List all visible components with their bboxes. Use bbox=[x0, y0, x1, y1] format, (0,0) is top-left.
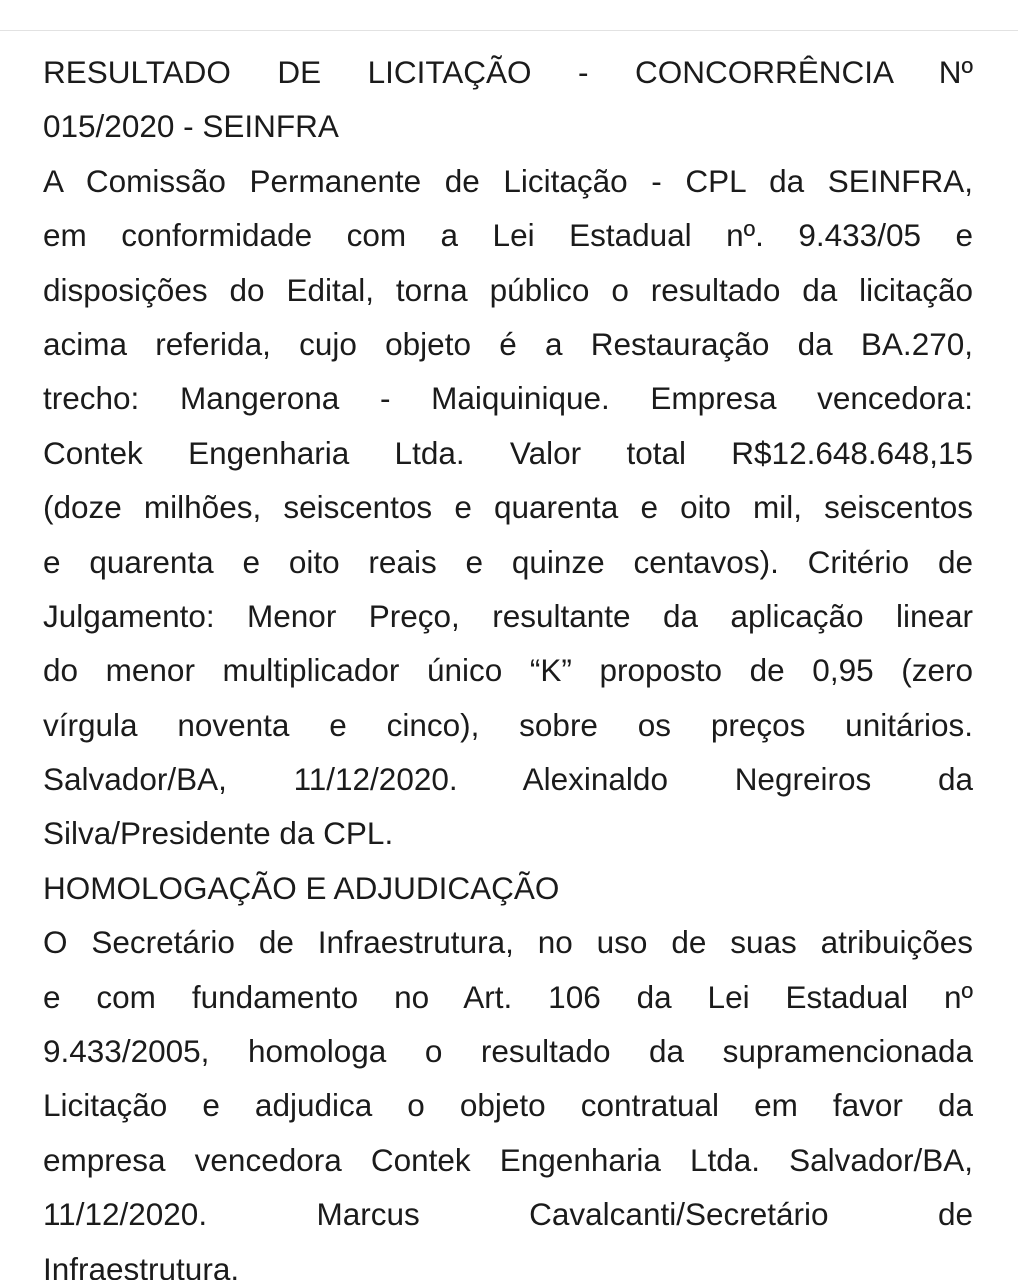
paragraph-line: trecho: Mangerona - Maiquinique. Empresa vencedora: bbox=[43, 380, 973, 417]
paragraph-line: e com fundamento no Art. 106 da Lei Estadual nº bbox=[43, 978, 973, 1015]
paragraph-line: acima referida, cujo objeto é a Restauração da BA.270, bbox=[43, 325, 973, 362]
paragraph-line: Silva/Presidente da CPL. bbox=[43, 815, 394, 852]
paragraph-line: vírgula noventa e cinco), sobre os preços unitários. bbox=[43, 706, 973, 743]
paragraph-line: O Secretário de Infraestrutura, no uso de suas atribuições bbox=[43, 924, 973, 961]
paragraph-line: (doze milhões, seiscentos e quarenta e oito mil, seiscentos bbox=[43, 489, 973, 526]
paragraph-line: 11/12/2020. Marcus Cavalcanti/Secretário de bbox=[43, 1196, 973, 1233]
paragraph-line: 9.433/2005, homologa o resultado da supramencionada bbox=[43, 1033, 973, 1070]
document-text bbox=[43, 45, 973, 1280]
paragraph-line: e quarenta e oito reais e quinze centavos). Critério de bbox=[43, 543, 973, 580]
paragraph-line: em conformidade com a Lei Estadual nº. 9.433/05 e bbox=[43, 217, 973, 254]
top-divider bbox=[0, 30, 1018, 31]
paragraph-line: do menor multiplicador único “K” proposto de 0,95 (zero bbox=[43, 652, 973, 689]
paragraph-line: Contek Engenharia Ltda. Valor total R$12.648.648,15 bbox=[43, 434, 973, 471]
paragraph-line: Infraestrutura. bbox=[43, 1250, 240, 1280]
section-resultado-licitacao bbox=[43, 45, 973, 861]
paragraph-line: Salvador/BA, 11/12/2020. Alexinaldo Negreiros da bbox=[43, 761, 973, 798]
paragraph-line: Licitação e adjudica o objeto contratual em favor da bbox=[43, 1087, 973, 1124]
paragraph-line: disposições do Edital, torna público o resultado da licitação bbox=[43, 271, 973, 308]
paragraph-line: empresa vencedora Contek Engenharia Ltda. Salvador/BA, bbox=[43, 1141, 973, 1178]
paragraph-line: Julgamento: Menor Preço, resultante da aplicação linear bbox=[43, 597, 973, 634]
section-title: HOMOLOGAÇÃO E ADJUDICAÇÃO bbox=[43, 869, 560, 906]
paragraph-line: A Comissão Permanente de Licitação - CPL da SEINFRA, bbox=[43, 162, 973, 199]
section-homologacao-adjudicacao bbox=[43, 861, 973, 1280]
section-title-line: RESULTADO DE LICITAÇÃO - CONCORRÊNCIA Nº bbox=[43, 54, 973, 90]
section-title-line: 015/2020 - SEINFRA bbox=[43, 108, 339, 145]
